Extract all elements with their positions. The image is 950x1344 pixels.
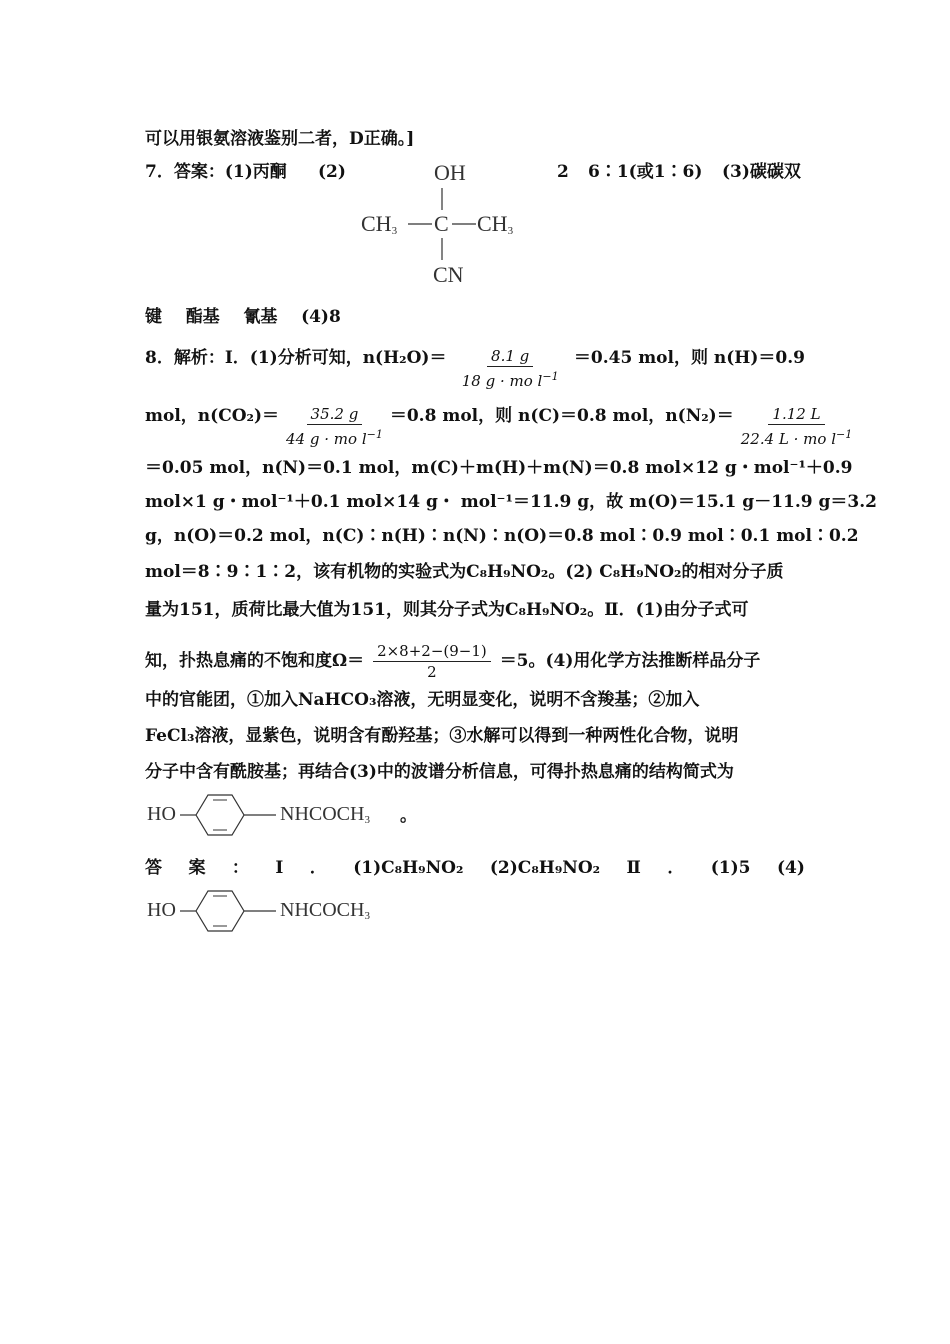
q7-answer-part5: (3)碳碳双: [722, 162, 801, 182]
q8-line3: ＝0.05 mol，n(N)＝0.1 mol，m(C)＋m(H)＋m(N)＝0.8 mol×12 g・mol⁻¹＋0.9: [145, 458, 853, 478]
text-line: 可以用银氨溶液鉴别二者，D正确。]: [145, 129, 415, 149]
q7-answer-part3: 2: [557, 162, 569, 182]
fraction-unsaturation: $\frac{2\times 8+2-(9-1)}{2}$: [373, 641, 491, 682]
ho-group: HO: [147, 803, 176, 825]
cn-group: CN: [433, 262, 464, 287]
central-carbon: C: [434, 211, 449, 236]
answer-line: 答 案 ： Ⅰ ． (1)C₈H₉NO₂ (2)C₈H₉NO₂ Ⅱ ． (1)5 (4): [145, 858, 805, 878]
q8-line8: 知，扑热息痛的不饱和度Ω＝ $\frac{2\times 8+2-(9-1)}{2}$ ＝5。(4)用化学方法推断样品分子: [145, 642, 761, 681]
q7-answer-part4: 6∶1(或1∶6): [588, 162, 703, 182]
q7-answer-line2: 键 酯基 氰基 (4)8: [145, 307, 341, 327]
fraction-n2: $\frac{1.12 L}{22.4 L \cdot mo l^{-1}}$: [740, 405, 853, 448]
methyl-right: $CH_3$: [477, 211, 514, 237]
q8-line2: mol，n(CO₂)＝ $\frac{35.2 g}{44 g \cdot mo l^{-1}}$ ＝0.8 mol，则 n(C)＝0.8 mol，n(N₂)＝ $\frac{1.12 L}{22.4 L \cdot mo l^{-1}}$: [145, 404, 805, 449]
fraction-co2: $\frac{35.2 g}{44 g \cdot mo l^{-1}}$: [286, 405, 383, 448]
period: 。: [400, 806, 417, 826]
oh-group: OH: [434, 160, 466, 185]
q8-line11: 分子中含有酰胺基；再结合(3)中的波谱分析信息，可得扑热息痛的结构简式为: [145, 762, 734, 782]
benzene-ring-icon: [178, 887, 278, 937]
fraction-h2o: $\frac{8.1 g}{18 g \cdot mo l^{-1}}$: [461, 347, 559, 390]
q8-line6: mol＝8∶9∶1∶2，该有机物的实验式为C₈H₉NO₂。(2) C₈H₉NO₂的相对分子质: [145, 562, 784, 582]
bond-lines: [0, 0, 950, 300]
benzene-ring-icon: [178, 791, 278, 841]
q8-line1: 8．解析：Ⅰ．(1)分析可知，n(H₂O)＝ $\frac{8.1 g}{18 g \cdot mo l^{-1}}$ ＝0.45 mol，则 n(H)＝0.9: [145, 347, 805, 390]
ho-group: HO: [147, 899, 176, 921]
amide-group: $NHCOCH_3$: [280, 899, 370, 922]
q8-line9: 中的官能团，①加入NaHCO₃溶液，无明显变化，说明不含羧基；②加入: [145, 690, 700, 710]
q8-line7: 量为151，质荷比最大值为151，则其分子式为C₈H₉NO₂。Ⅱ．(1)由分子式可: [145, 600, 749, 620]
q7-answer-part2: (2): [318, 162, 346, 182]
q7-answer-part1: 7．答案：(1)丙酮: [145, 162, 287, 182]
q8-line10: FeCl₃溶液，显紫色，说明含有酚羟基；③水解可以得到一种两性化合物，说明: [145, 726, 739, 746]
q8-line5: g，n(O)＝0.2 mol，n(C)∶n(H)∶n(N)∶n(O)＝0.8 mol∶0.9 mol∶0.1 mol∶0.2: [145, 526, 859, 546]
amide-group: $NHCOCH_3$: [280, 803, 370, 826]
q8-line4: mol×1 g・mol⁻¹＋0.1 mol×14 g・ mol⁻¹＝11.9 g，故 m(O)＝15.1 g－11.9 g＝3.2: [145, 492, 877, 512]
methyl-left: $CH_3$: [361, 211, 398, 237]
